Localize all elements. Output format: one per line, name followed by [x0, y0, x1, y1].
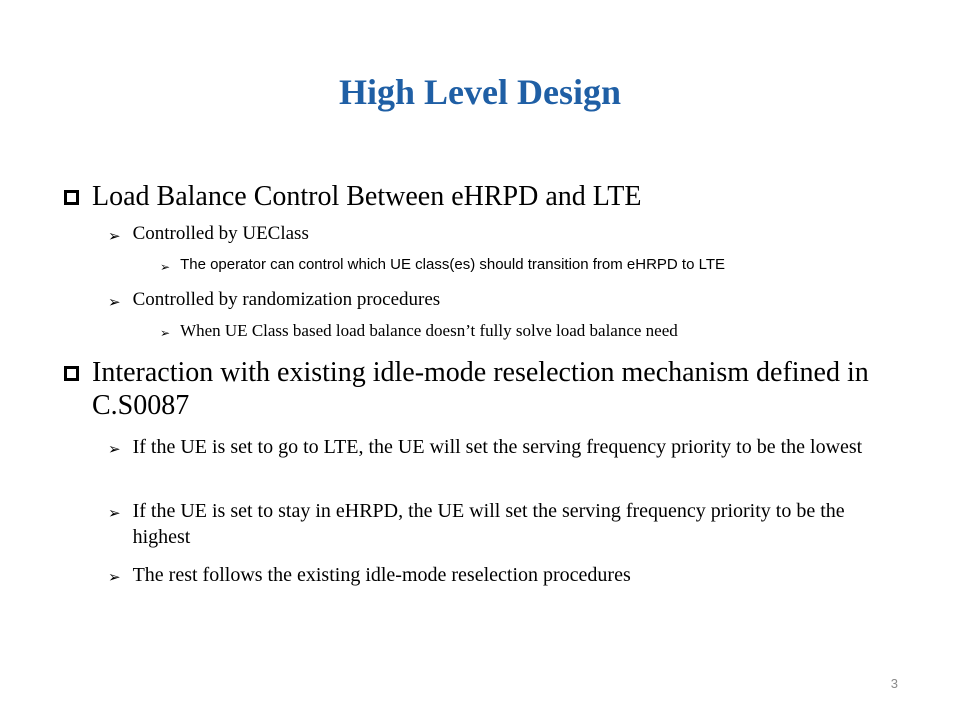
bullet-text: Controlled by UEClass	[132, 223, 309, 244]
arrowhead-bullet-icon: ➢	[108, 227, 121, 245]
arrowhead-bullet-icon: ➢	[160, 260, 171, 274]
bullet-text: The rest follows the existing idle-mode reselection procedures	[132, 564, 631, 586]
arrowhead-bullet-icon: ➢	[108, 293, 121, 311]
arrowhead-bullet-icon: ➢	[108, 504, 121, 522]
arrowhead-bullet-icon: ➢	[108, 568, 121, 586]
bullet-interaction	[60, 356, 890, 422]
bullet-text: If the UE is set to stay in eHRPD, the UE will set the serving frequency priority to be the highest	[132, 500, 845, 548]
page-number: 3	[890, 676, 898, 691]
square-bullet-icon	[60, 362, 82, 384]
sub-bullet-randomization	[108, 287, 888, 315]
arrowhead-bullet-icon: ➢	[160, 326, 171, 340]
bullet-text: If the UE is set to go to LTE, the UE will set the serving frequency priority to be the lowest	[132, 436, 863, 458]
bullet-load-balance	[60, 180, 890, 213]
bullet-text: When UE Class based load balance doesn’t fully solve load balance need	[180, 321, 678, 340]
square-bullet-icon	[60, 186, 82, 208]
bullet-text: Load Balance Control Between eHRPD and LTE	[92, 181, 642, 212]
sub-sub-bullet-ueclass-load	[160, 320, 900, 344]
arrowhead-bullet-icon: ➢	[108, 440, 121, 458]
bullet-text: Controlled by randomization procedures	[132, 289, 441, 310]
slide-title: High Level Design	[338, 72, 621, 112]
sub-bullet-go-lte	[108, 434, 888, 462]
sub-bullet-ueclass	[108, 221, 888, 249]
bullet-text: The operator can control which UE class(es) should transition from eHRPD to LTE	[180, 256, 726, 273]
sub-sub-bullet-operator	[160, 254, 900, 278]
sub-bullet-rest-follows	[108, 562, 888, 590]
bullet-text: Interaction with existing idle-mode reselection mechanism defined in C.S0087	[92, 357, 869, 421]
sub-bullet-stay-ehrpd	[108, 498, 888, 550]
